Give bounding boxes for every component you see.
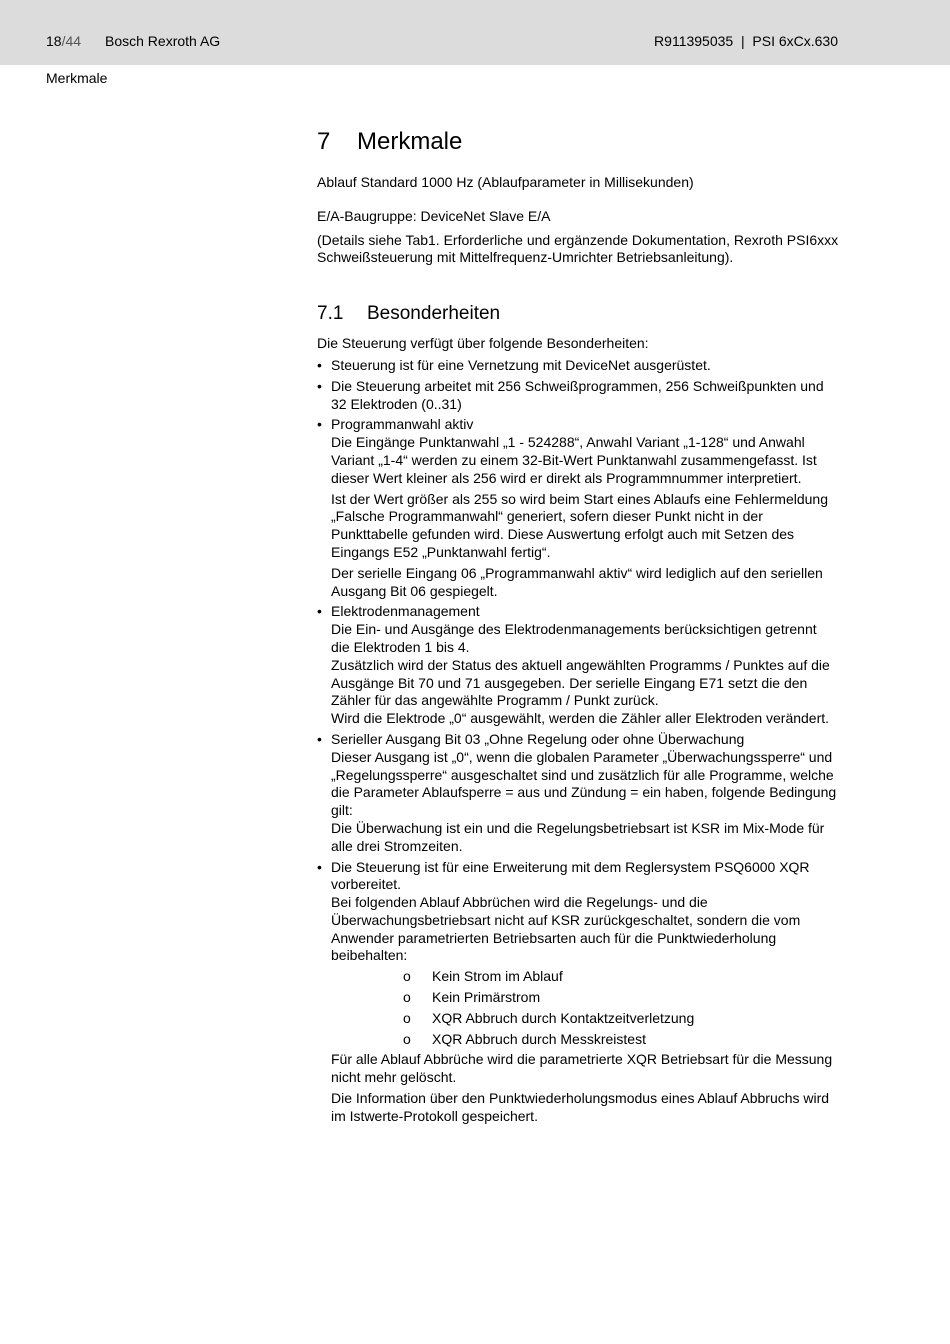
- running-section-label: Merkmale: [46, 70, 108, 86]
- sub-list-item: o XQR Abbruch durch Messkreistest: [403, 1030, 646, 1047]
- list-item: [317, 416, 839, 600]
- chapter-intro: Ablauf Standard 1000 Hz (Ablaufparameter in Millisekunden): [317, 174, 694, 190]
- details-note: (Details siehe Tab1. Erforderliche und ergänzende Dokumentation, Rexroth PSI6xxx Schweißsteuerung mit Mittelfrequenz-Umrichter Betriebsanleitung).: [317, 231, 839, 266]
- list-item-paragraph: • Elektrodenmanagement Die Ein- und Ausgänge des Elektrodenmanagements berücksichtigen getrennt die Elektroden 1 bis 4. Zusätzlich wird der Status des aktuell angewählten Programms / Punktes auf die Ausgänge Bit 70 und 71 ausgegeben. Der serielle Eingang E71 setzt die den Zähler für das angewählte Programm / Punkt zurück. Wird die Elektrode „0“ ausgewählt, werden die Zähler aller Elektroden verändert.: [331, 603, 830, 727]
- sub-list-item: o Kein Primärstrom: [403, 989, 541, 1006]
- list-item-paragraph: Ist der Wert größer als 255 so wird beim Start eines Ablaufs eine Fehlermeldung „Falsche Programmanwahl“ generiert, sofern dieser Punkt nicht in der Punkttabelle gefunden wird. Diese Auswertung erfolgt auch mit Setzen des Eingangs E52 „Punktanwahl fertig“.: [331, 490, 828, 560]
- chapter-number: 7: [317, 128, 331, 155]
- section-heading: [317, 301, 839, 327]
- list-item-paragraph: • Steuerung ist für eine Vernetzung mit DeviceNet ausgerüstet.: [331, 356, 711, 373]
- list-item-paragraph: Die Information über den Punktwiederholungsmodus eines Ablauf Abbruchs wird im Istwerte-Protokoll gespeichert.: [331, 1090, 830, 1124]
- sub-list-item: o XQR Abbruch durch Kontaktzeitverletzung: [403, 1009, 695, 1026]
- list-item: [317, 357, 839, 375]
- list-item-paragraph: • Programmanwahl aktiv Die Eingänge Punktanwahl „1 - 524288“, Anwahl Variant „1-128“ und Anwahl Variant „1-4“ werden zu einem 32-Bit-Wert Punktanwahl zusammengefasst. Ist dieser Wert kleiner als 256 wird er direkt als Programmnummer interpretiert.: [331, 416, 817, 486]
- list-item: [317, 378, 839, 414]
- page-number: [46, 33, 81, 49]
- list-item-paragraph: Für alle Ablauf Abbrüche wird die parametrierte XQR Betriebsart für die Messung nicht mehr gelöscht.: [331, 1051, 833, 1086]
- sub-list-marker: o: [403, 968, 411, 985]
- page-current: 18: [46, 33, 62, 49]
- section-intro: Die Steuerung verfügt über folgende Besonderheiten:: [317, 335, 649, 352]
- section-number: 7.1: [317, 303, 344, 325]
- page-total: /44: [61, 33, 82, 49]
- list-item-paragraph: • Serieller Ausgang Bit 03 „Ohne Regelung oder ohne Überwachung Dieser Ausgang ist „0“, wenn die globalen Parameter „Überwachungssperre“ und „Regelungssperre“ ausgeschaltet sind und zusätzlich für alle Programme, welche die Parameter Ablaufsperre = aus und Zündung = ein haben, folgende Bedingung gilt: Die Überwachung ist ein und die Regelungsbetriebsart ist KSR im Mix-Mode für alle drei Stromzeiten.: [331, 730, 837, 854]
- section-title: Besonderheiten: [367, 303, 501, 325]
- io-module: E/A-Baugruppe: DeviceNet Slave E/A: [317, 207, 551, 224]
- sub-list-marker: o: [403, 1009, 411, 1026]
- feature-list: [317, 357, 839, 1126]
- sub-list-marker: o: [403, 1030, 411, 1047]
- chapter-title: Merkmale: [357, 128, 463, 155]
- document-id: R911395035 | PSI 6xCx.630: [654, 33, 838, 49]
- list-item-paragraph: • Die Steuerung arbeitet mit 256 Schweißprogrammen, 256 Schweißpunkten und 32 Elektroden (0..31): [331, 377, 824, 412]
- sub-list: [331, 968, 839, 1048]
- sub-list-marker: o: [403, 989, 411, 1006]
- sub-list-item: o Kein Strom im Ablauf: [403, 968, 563, 985]
- company-name: Bosch Rexroth AG: [105, 33, 221, 49]
- list-item: [317, 731, 839, 856]
- chapter-heading: [317, 126, 839, 158]
- main-content: [317, 126, 839, 1126]
- list-item-paragraph: • Die Steuerung ist für eine Erweiterung mit dem Reglersystem PSQ6000 XQR vorbereitet. Bei folgenden Ablauf Abbrüchen wird die Regelungs- und die Überwachungsbetriebsart nicht auf KSR zurückgeschaltet, sondern die vom Anwender parametrierten Betriebsarten auch für die Punktwiederholung beibehalten:: [331, 858, 810, 964]
- list-item: [317, 859, 839, 1126]
- list-item: [317, 603, 839, 728]
- page-header: [0, 0, 950, 65]
- list-item-paragraph: Der serielle Eingang 06 „Programmanwahl aktiv“ wird lediglich auf den seriellen Ausgang Bit 06 gespiegelt.: [331, 564, 823, 599]
